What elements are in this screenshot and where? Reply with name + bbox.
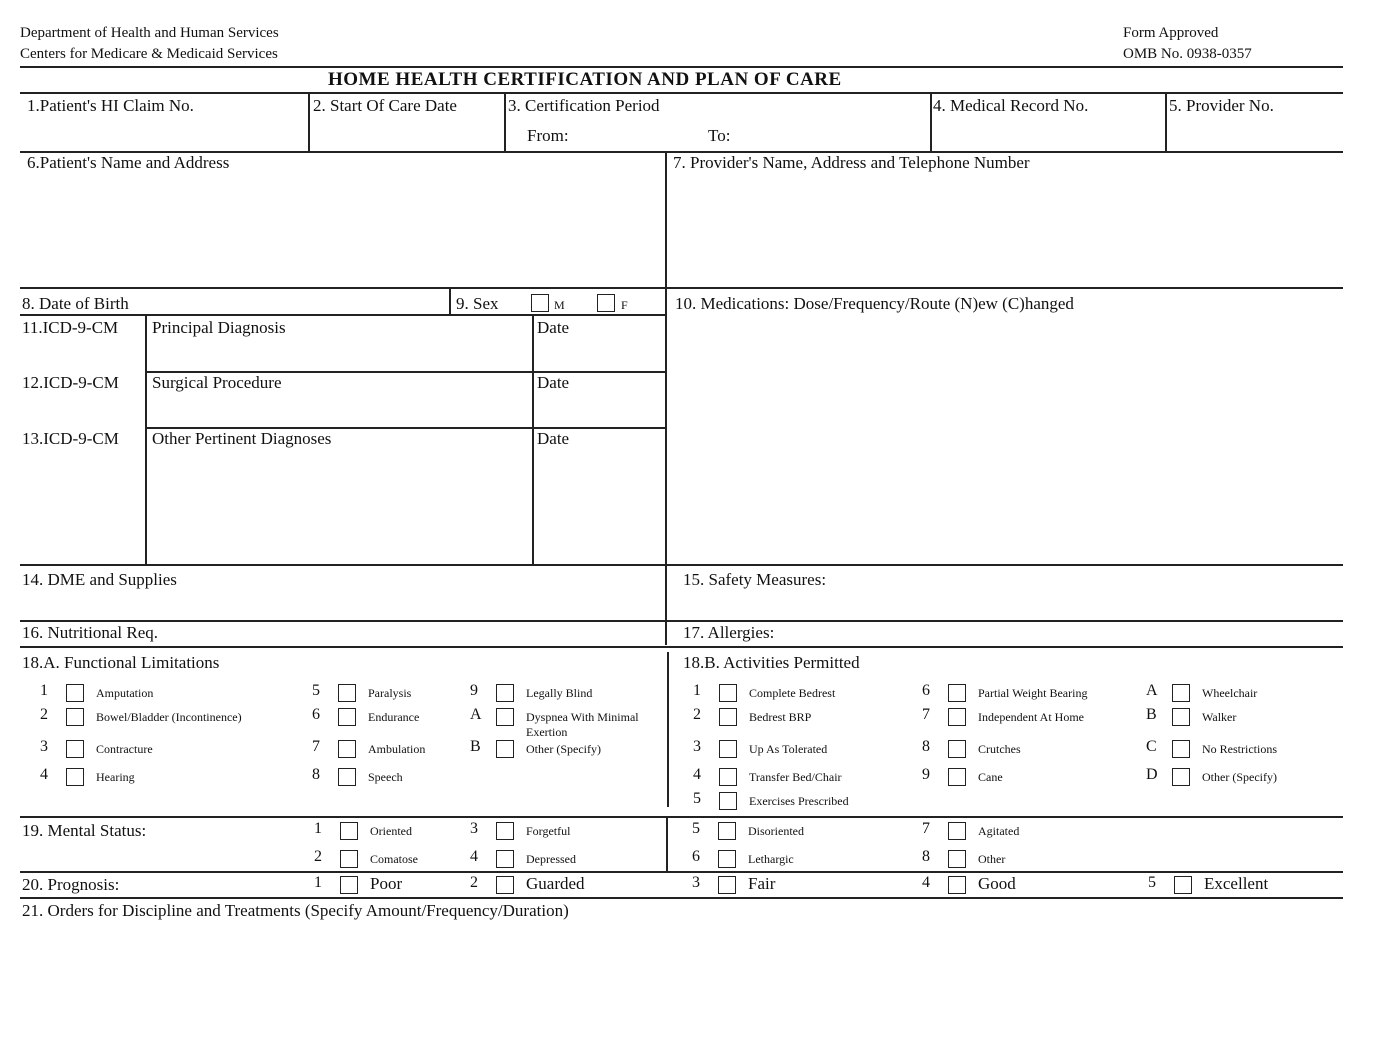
activity-permitted-checkbox[interactable] bbox=[948, 768, 966, 786]
activity-permitted-number: 5 bbox=[693, 790, 701, 807]
sex-f-checkbox[interactable] bbox=[597, 294, 615, 312]
functional-limitation-checkbox[interactable] bbox=[338, 768, 356, 786]
principal-diagnosis-date-label[interactable]: Date bbox=[537, 318, 570, 337]
activity-permitted-label: Bedrest BRP bbox=[749, 710, 812, 724]
divider bbox=[666, 817, 668, 872]
activity-permitted-label: Complete Bedrest bbox=[749, 686, 836, 700]
mental-status-checkbox[interactable] bbox=[496, 822, 514, 840]
functional-limitation-checkbox[interactable] bbox=[66, 684, 84, 702]
activity-permitted-label: Independent At Home bbox=[978, 710, 1084, 724]
functional-limitation-checkbox[interactable] bbox=[338, 708, 356, 726]
divider bbox=[1165, 93, 1167, 151]
functional-limitation-checkbox[interactable] bbox=[338, 740, 356, 758]
divider bbox=[532, 315, 534, 564]
functional-limitation-label: Paralysis bbox=[368, 686, 412, 700]
divider bbox=[308, 93, 310, 151]
functional-limitation-checkbox[interactable] bbox=[496, 684, 514, 702]
functional-limitation-checkbox[interactable] bbox=[66, 708, 84, 726]
omb-number: OMB No. 0938-0357 bbox=[1123, 46, 1252, 62]
divider bbox=[20, 314, 666, 316]
activity-permitted-checkbox[interactable] bbox=[948, 708, 966, 726]
functional-limitation-checkbox[interactable] bbox=[66, 740, 84, 758]
activity-permitted-checkbox[interactable] bbox=[1172, 708, 1190, 726]
functional-limitation-number: B bbox=[470, 738, 481, 755]
functional-limitation-checkbox[interactable] bbox=[496, 740, 514, 758]
field-18b-label: 18.B. Activities Permitted bbox=[683, 653, 860, 672]
field-20-label: 20. Prognosis: bbox=[22, 875, 120, 894]
mental-status-number: 8 bbox=[922, 848, 930, 865]
divider bbox=[449, 288, 451, 314]
divider bbox=[20, 66, 1343, 68]
activity-permitted-checkbox[interactable] bbox=[1172, 684, 1190, 702]
activity-permitted-checkbox[interactable] bbox=[719, 684, 737, 702]
agency-name: Centers for Medicare & Medicaid Services bbox=[20, 46, 278, 62]
form-title: HOME HEALTH CERTIFICATION AND PLAN OF CARE bbox=[328, 69, 842, 90]
functional-limitation-label: Hearing bbox=[96, 770, 135, 784]
functional-limitation-number: 9 bbox=[470, 682, 478, 699]
activity-permitted-label: Cane bbox=[978, 770, 1003, 784]
activity-permitted-label: Partial Weight Bearing bbox=[978, 686, 1088, 700]
field-9-label[interactable]: 9. Sex bbox=[456, 294, 499, 313]
principal-diagnosis-label[interactable]: Principal Diagnosis bbox=[152, 318, 286, 337]
mental-status-number: 1 bbox=[314, 820, 322, 837]
functional-limitation-label: Speech bbox=[368, 770, 403, 784]
prognosis-checkbox[interactable] bbox=[1174, 876, 1192, 894]
divider bbox=[20, 287, 1343, 289]
prognosis-label: Poor bbox=[370, 874, 403, 893]
activity-permitted-number: D bbox=[1146, 766, 1158, 783]
prognosis-checkbox[interactable] bbox=[718, 876, 736, 894]
divider bbox=[20, 620, 1343, 622]
functional-limitation-label: Endurance bbox=[368, 710, 420, 724]
activity-permitted-number: 9 bbox=[922, 766, 930, 783]
prognosis-label: Excellent bbox=[1204, 874, 1269, 893]
functional-limitation-label: Legally Blind bbox=[526, 686, 593, 700]
field-16-label[interactable]: 16. Nutritional Req. bbox=[22, 623, 158, 642]
field-7-label[interactable]: 7. Provider's Name, Address and Telephone Number bbox=[673, 153, 1030, 172]
field-19-label: 19. Mental Status: bbox=[22, 821, 147, 840]
functional-limitation-number: 1 bbox=[40, 682, 48, 699]
cert-to-label[interactable]: To: bbox=[708, 126, 731, 145]
field-17-label[interactable]: 17. Allergies: bbox=[683, 623, 775, 642]
activity-permitted-number: 4 bbox=[693, 766, 701, 783]
functional-limitation-checkbox[interactable] bbox=[496, 708, 514, 726]
mental-status-label: Agitated bbox=[978, 824, 1020, 838]
activity-permitted-label: No Restrictions bbox=[1202, 742, 1277, 756]
department-name: Department of Health and Human Services bbox=[20, 25, 279, 41]
prognosis-number: 3 bbox=[692, 874, 700, 891]
activity-permitted-checkbox[interactable] bbox=[719, 768, 737, 786]
functional-limitation-label: Amputation bbox=[96, 686, 154, 700]
field-21-label[interactable]: 21. Orders for Discipline and Treatments (Specify Amount/Frequency/Duration) bbox=[22, 901, 569, 920]
mental-status-checkbox[interactable] bbox=[718, 850, 736, 868]
mental-status-label: Oriented bbox=[370, 824, 412, 838]
functional-limitation-label: Bowel/Bladder (Incontinence) bbox=[96, 710, 242, 724]
functional-limitation-label: Contracture bbox=[96, 742, 153, 756]
activity-permitted-label: Up As Tolerated bbox=[749, 742, 828, 756]
surgical-procedure-label[interactable]: Surgical Procedure bbox=[152, 373, 282, 392]
prognosis-checkbox[interactable] bbox=[496, 876, 514, 894]
functional-limitation-number: 4 bbox=[40, 766, 48, 783]
mental-status-label: Other bbox=[978, 852, 1006, 866]
activity-permitted-checkbox[interactable] bbox=[719, 740, 737, 758]
activity-permitted-number: 6 bbox=[922, 682, 930, 699]
activity-permitted-label: Other (Specify) bbox=[1202, 770, 1277, 784]
activity-permitted-label: Transfer Bed/Chair bbox=[749, 770, 842, 784]
field-6-label[interactable]: 6.Patient's Name and Address bbox=[27, 153, 230, 172]
mental-status-number: 4 bbox=[470, 848, 478, 865]
prognosis-checkbox[interactable] bbox=[340, 876, 358, 894]
activity-permitted-checkbox[interactable] bbox=[1172, 768, 1190, 786]
field-8-label[interactable]: 8. Date of Birth bbox=[22, 294, 129, 313]
mental-status-label: Forgetful bbox=[526, 824, 571, 838]
activity-permitted-label: Wheelchair bbox=[1202, 686, 1258, 700]
prognosis-number: 2 bbox=[470, 874, 478, 891]
prognosis-number: 1 bbox=[314, 874, 322, 891]
field-5-label[interactable]: 5. Provider No. bbox=[1169, 96, 1274, 115]
activity-permitted-number: B bbox=[1146, 706, 1157, 723]
mental-status-checkbox[interactable] bbox=[948, 822, 966, 840]
mental-status-number: 3 bbox=[470, 820, 478, 837]
functional-limitation-number: 5 bbox=[312, 682, 320, 699]
divider bbox=[20, 816, 1343, 818]
field-11-label: 11.ICD-9-CM bbox=[22, 318, 119, 337]
field-1-label[interactable]: 1.Patient's HI Claim No. bbox=[27, 96, 194, 115]
divider bbox=[504, 93, 506, 151]
activity-permitted-checkbox[interactable] bbox=[1172, 740, 1190, 758]
functional-limitation-number: 6 bbox=[312, 706, 320, 723]
divider bbox=[667, 652, 669, 807]
activity-permitted-checkbox[interactable] bbox=[948, 740, 966, 758]
mental-status-checkbox[interactable] bbox=[718, 822, 736, 840]
mental-status-label: Comatose bbox=[370, 852, 418, 866]
field-12-label: 12.ICD-9-CM bbox=[22, 373, 119, 392]
activity-permitted-number: 7 bbox=[922, 706, 930, 723]
prognosis-label: Guarded bbox=[526, 874, 585, 893]
divider bbox=[930, 93, 932, 151]
sex-m-label: M bbox=[554, 298, 565, 312]
field-18a-label: 18.A. Functional Limitations bbox=[22, 653, 220, 672]
mental-status-number: 2 bbox=[314, 848, 322, 865]
other-diagnoses-date-label[interactable]: Date bbox=[537, 429, 570, 448]
divider bbox=[20, 897, 1343, 899]
prognosis-number: 5 bbox=[1148, 874, 1156, 891]
field-4-label[interactable]: 4. Medical Record No. bbox=[933, 96, 1089, 115]
prognosis-label: Fair bbox=[748, 874, 776, 893]
field-15-label[interactable]: 15. Safety Measures: bbox=[683, 570, 827, 589]
sex-f-label: F bbox=[621, 298, 628, 312]
functional-limitation-number: 3 bbox=[40, 738, 48, 755]
functional-limitation-label: Other (Specify) bbox=[526, 742, 601, 756]
functional-limitation-checkbox[interactable] bbox=[66, 768, 84, 786]
functional-limitation-number: A bbox=[470, 706, 482, 723]
mental-status-number: 5 bbox=[692, 820, 700, 837]
activity-permitted-number: A bbox=[1146, 682, 1158, 699]
activity-permitted-label: Walker bbox=[1202, 710, 1237, 724]
mental-status-checkbox[interactable] bbox=[948, 850, 966, 868]
functional-limitation-checkbox[interactable] bbox=[338, 684, 356, 702]
cert-from-label[interactable]: From: bbox=[527, 126, 569, 145]
functional-limitation-label: Dyspnea With Minimal Exertion bbox=[526, 710, 639, 739]
sex-m-checkbox[interactable] bbox=[531, 294, 549, 312]
activity-permitted-number: 2 bbox=[693, 706, 701, 723]
other-diagnoses-label[interactable]: Other Pertinent Diagnoses bbox=[152, 429, 332, 448]
form-approved-label: Form Approved bbox=[1123, 25, 1219, 41]
mental-status-number: 7 bbox=[922, 820, 930, 837]
activity-permitted-number: 3 bbox=[693, 738, 701, 755]
mental-status-checkbox[interactable] bbox=[496, 850, 514, 868]
activity-permitted-number: 1 bbox=[693, 682, 701, 699]
functional-limitation-number: 7 bbox=[312, 738, 320, 755]
activity-permitted-number: C bbox=[1146, 738, 1157, 755]
mental-status-checkbox[interactable] bbox=[340, 822, 358, 840]
mental-status-checkbox[interactable] bbox=[340, 850, 358, 868]
divider bbox=[145, 315, 147, 564]
functional-limitation-number: 2 bbox=[40, 706, 48, 723]
activity-permitted-checkbox[interactable] bbox=[719, 792, 737, 810]
surgical-procedure-date-label[interactable]: Date bbox=[537, 373, 570, 392]
functional-limitation-label: Ambulation bbox=[368, 742, 426, 756]
mental-status-label: Depressed bbox=[526, 852, 576, 866]
mental-status-label: Disoriented bbox=[748, 824, 804, 838]
divider bbox=[20, 564, 1343, 566]
mental-status-label: Lethargic bbox=[748, 852, 794, 866]
prognosis-label: Good bbox=[978, 874, 1016, 893]
field-10-label[interactable]: 10. Medications: Dose/Frequency/Route (N)ew (C)hanged bbox=[675, 294, 1074, 313]
functional-limitation-number: 8 bbox=[312, 766, 320, 783]
activity-permitted-checkbox[interactable] bbox=[719, 708, 737, 726]
activity-permitted-label: Exercises Prescribed bbox=[749, 794, 849, 808]
divider bbox=[665, 152, 667, 645]
activity-permitted-label: Crutches bbox=[978, 742, 1021, 756]
activity-permitted-checkbox[interactable] bbox=[948, 684, 966, 702]
divider bbox=[20, 871, 1343, 873]
divider bbox=[20, 646, 1343, 648]
mental-status-number: 6 bbox=[692, 848, 700, 865]
field-2-label[interactable]: 2. Start Of Care Date bbox=[313, 96, 457, 115]
prognosis-checkbox[interactable] bbox=[948, 876, 966, 894]
activity-permitted-number: 8 bbox=[922, 738, 930, 755]
field-14-label[interactable]: 14. DME and Supplies bbox=[22, 570, 177, 589]
field-13-label: 13.ICD-9-CM bbox=[22, 429, 119, 448]
field-3-label[interactable]: 3. Certification Period bbox=[508, 96, 660, 115]
divider bbox=[20, 92, 1343, 94]
prognosis-number: 4 bbox=[922, 874, 930, 891]
